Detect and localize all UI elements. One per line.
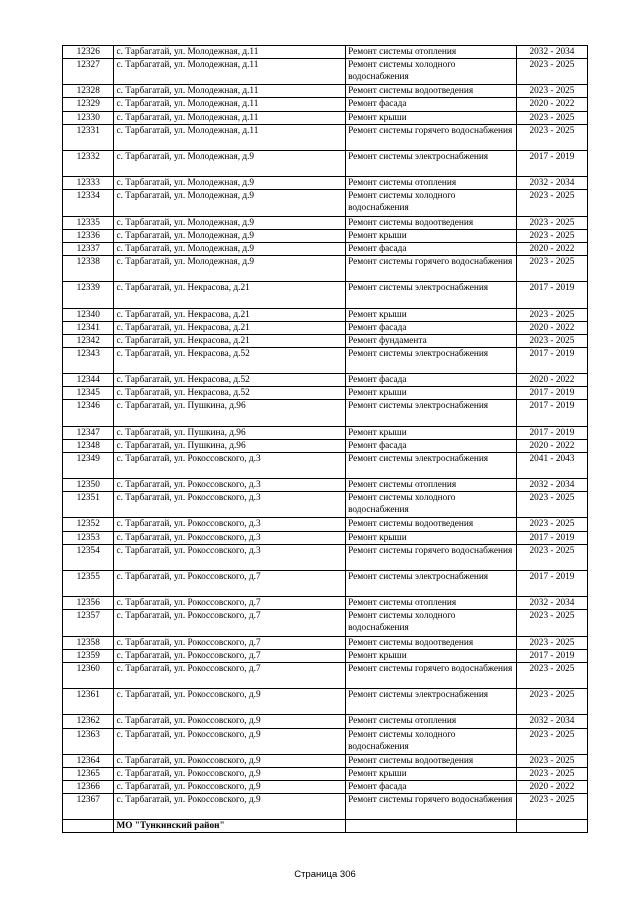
table-row bbox=[63, 374, 588, 387]
section-work-cell bbox=[346, 820, 517, 833]
row-address: с. Тарбагатай, ул. Рокоссовского, д.7 bbox=[114, 636, 346, 649]
row-period: 2020 - 2022 bbox=[516, 374, 587, 387]
row-work-type: Ремонт системы отопления bbox=[346, 46, 517, 59]
row-period: 2032 - 2034 bbox=[516, 177, 587, 190]
row-address: с. Тарбагатай, ул. Некрасова, д.21 bbox=[114, 282, 346, 308]
row-address: с. Тарбагатай, ул. Рокоссовского, д.7 bbox=[114, 610, 346, 636]
row-number: 12354 bbox=[63, 544, 114, 570]
row-period: 2020 - 2022 bbox=[516, 439, 587, 452]
row-period: 2017 - 2019 bbox=[516, 282, 587, 308]
row-number: 12344 bbox=[63, 374, 114, 387]
row-number: 12345 bbox=[63, 387, 114, 400]
row-work-type: Ремонт фасада bbox=[346, 781, 517, 794]
row-number: 12341 bbox=[63, 321, 114, 334]
table-row bbox=[63, 531, 588, 544]
row-address: с. Тарбагатай, ул. Молодежная, д.11 bbox=[114, 59, 346, 85]
row-period: 2023 - 2025 bbox=[516, 689, 587, 715]
row-number: 12360 bbox=[63, 662, 114, 688]
row-number: 12340 bbox=[63, 308, 114, 321]
table-row bbox=[63, 321, 588, 334]
table-row bbox=[63, 229, 588, 242]
table-row bbox=[63, 689, 588, 715]
row-work-type: Ремонт системы электроснабжения bbox=[346, 689, 517, 715]
row-work-type: Ремонт крыши bbox=[346, 649, 517, 662]
row-work-type: Ремонт системы холодного водоснабжения bbox=[346, 610, 517, 636]
row-number: 12342 bbox=[63, 334, 114, 347]
row-number: 12349 bbox=[63, 452, 114, 478]
row-address: с. Тарбагатай, ул. Рокоссовского, д.9 bbox=[114, 754, 346, 767]
row-number: 12337 bbox=[63, 242, 114, 255]
row-period: 2020 - 2022 bbox=[516, 321, 587, 334]
row-number: 12362 bbox=[63, 715, 114, 728]
table-row bbox=[63, 426, 588, 439]
table-row bbox=[63, 282, 588, 308]
row-number: 12336 bbox=[63, 229, 114, 242]
row-work-type: Ремонт системы холодного водоснабжения bbox=[346, 59, 517, 85]
table-row bbox=[63, 190, 588, 216]
row-period: 2023 - 2025 bbox=[516, 124, 587, 150]
row-number: 12352 bbox=[63, 518, 114, 531]
row-period: 2017 - 2019 bbox=[516, 649, 587, 662]
row-work-type: Ремонт крыши bbox=[346, 387, 517, 400]
table-row bbox=[63, 308, 588, 321]
table-row bbox=[63, 570, 588, 596]
table-row bbox=[63, 610, 588, 636]
row-address: с. Тарбагатай, ул. Рокоссовского, д.3 bbox=[114, 492, 346, 518]
section-row bbox=[63, 820, 588, 833]
row-period: 2023 - 2025 bbox=[516, 767, 587, 780]
row-period: 2032 - 2034 bbox=[516, 479, 587, 492]
row-number: 12351 bbox=[63, 492, 114, 518]
row-address: с. Тарбагатай, ул. Рокоссовского, д.9 bbox=[114, 781, 346, 794]
row-number: 12330 bbox=[63, 111, 114, 124]
row-period: 2017 - 2019 bbox=[516, 570, 587, 596]
row-number: 12332 bbox=[63, 150, 114, 176]
row-period: 2017 - 2019 bbox=[516, 150, 587, 176]
row-work-type: Ремонт системы холодного водоснабжения bbox=[346, 492, 517, 518]
table-row bbox=[63, 544, 588, 570]
row-period: 2023 - 2025 bbox=[516, 85, 587, 98]
row-work-type: Ремонт системы холодного водоснабжения bbox=[346, 190, 517, 216]
row-work-type: Ремонт системы электроснабжения bbox=[346, 570, 517, 596]
row-work-type: Ремонт фасада bbox=[346, 242, 517, 255]
row-number: 12327 bbox=[63, 59, 114, 85]
row-address: с. Тарбагатай, ул. Рокоссовского, д.9 bbox=[114, 689, 346, 715]
row-address: с. Тарбагатай, ул. Рокоссовского, д.3 bbox=[114, 518, 346, 531]
row-work-type: Ремонт системы горячего водоснабжения bbox=[346, 544, 517, 570]
row-number: 12356 bbox=[63, 597, 114, 610]
row-work-type: Ремонт фасада bbox=[346, 374, 517, 387]
row-number: 12357 bbox=[63, 610, 114, 636]
row-work-type: Ремонт системы электроснабжения bbox=[346, 150, 517, 176]
row-address: с. Тарбагатай, ул. Некрасова, д.21 bbox=[114, 321, 346, 334]
table-row bbox=[63, 46, 588, 59]
row-number: 12350 bbox=[63, 479, 114, 492]
row-work-type: Ремонт крыши bbox=[346, 308, 517, 321]
table-row bbox=[63, 754, 588, 767]
row-address: с. Тарбагатай, ул. Рокоссовского, д.9 bbox=[114, 767, 346, 780]
row-period: 2020 - 2022 bbox=[516, 781, 587, 794]
row-period: 2017 - 2019 bbox=[516, 426, 587, 439]
row-period: 2020 - 2022 bbox=[516, 98, 587, 111]
row-address: с. Тарбагатай, ул. Некрасова, д.52 bbox=[114, 347, 346, 373]
row-period: 2041 - 2043 bbox=[516, 452, 587, 478]
row-number: 12339 bbox=[63, 282, 114, 308]
row-address: с. Тарбагатай, ул. Рокоссовского, д.3 bbox=[114, 479, 346, 492]
row-number: 12358 bbox=[63, 636, 114, 649]
row-work-type: Ремонт системы водоотведения bbox=[346, 518, 517, 531]
table-row bbox=[63, 781, 588, 794]
row-work-type: Ремонт системы горячего водоснабжения bbox=[346, 255, 517, 281]
row-address: с. Тарбагатай, ул. Молодежная, д.9 bbox=[114, 216, 346, 229]
row-period: 2023 - 2025 bbox=[516, 59, 587, 85]
row-period: 2023 - 2025 bbox=[516, 492, 587, 518]
row-address: с. Тарбагатай, ул. Молодежная, д.9 bbox=[114, 190, 346, 216]
row-period: 2023 - 2025 bbox=[516, 190, 587, 216]
table-row bbox=[63, 98, 588, 111]
row-period: 2032 - 2034 bbox=[516, 597, 587, 610]
row-work-type: Ремонт системы горячего водоснабжения bbox=[346, 794, 517, 820]
table-row bbox=[63, 150, 588, 176]
row-work-type: Ремонт крыши bbox=[346, 111, 517, 124]
row-work-type: Ремонт фундамента bbox=[346, 334, 517, 347]
table-row bbox=[63, 255, 588, 281]
row-work-type: Ремонт системы горячего водоснабжения bbox=[346, 124, 517, 150]
table-row bbox=[63, 439, 588, 452]
row-period: 2017 - 2019 bbox=[516, 531, 587, 544]
row-number: 12353 bbox=[63, 531, 114, 544]
row-address: с. Тарбагатай, ул. Молодежная, д.9 bbox=[114, 150, 346, 176]
row-number: 12355 bbox=[63, 570, 114, 596]
table-row bbox=[63, 387, 588, 400]
row-address: с. Тарбагатай, ул. Молодежная, д.11 bbox=[114, 98, 346, 111]
row-period: 2023 - 2025 bbox=[516, 334, 587, 347]
row-address: с. Тарбагатай, ул. Рокоссовского, д.3 bbox=[114, 531, 346, 544]
row-period: 2017 - 2019 bbox=[516, 387, 587, 400]
row-number: 12329 bbox=[63, 98, 114, 111]
row-address: с. Тарбагатай, ул. Молодежная, д.9 bbox=[114, 255, 346, 281]
row-number: 12367 bbox=[63, 794, 114, 820]
row-period: 2023 - 2025 bbox=[516, 794, 587, 820]
row-work-type: Ремонт системы водоотведения bbox=[346, 216, 517, 229]
row-number: 12364 bbox=[63, 754, 114, 767]
row-number: 12328 bbox=[63, 85, 114, 98]
row-period: 2023 - 2025 bbox=[516, 216, 587, 229]
row-work-type: Ремонт фасада bbox=[346, 98, 517, 111]
row-address: с. Тарбагатай, ул. Рокоссовского, д.7 bbox=[114, 649, 346, 662]
row-number: 12366 bbox=[63, 781, 114, 794]
row-number: 12346 bbox=[63, 400, 114, 426]
row-period: 2023 - 2025 bbox=[516, 518, 587, 531]
row-work-type: Ремонт системы водоотведения bbox=[346, 85, 517, 98]
row-period: 2020 - 2022 bbox=[516, 242, 587, 255]
row-work-type: Ремонт крыши bbox=[346, 229, 517, 242]
row-number: 12343 bbox=[63, 347, 114, 373]
row-address: с. Тарбагатай, ул. Молодежная, д.11 bbox=[114, 124, 346, 150]
row-work-type: Ремонт системы электроснабжения bbox=[346, 400, 517, 426]
table-row bbox=[63, 59, 588, 85]
row-address: с. Тарбагатай, ул. Рокоссовского, д.7 bbox=[114, 597, 346, 610]
table-row bbox=[63, 216, 588, 229]
row-number: 12347 bbox=[63, 426, 114, 439]
row-number: 12335 bbox=[63, 216, 114, 229]
row-period: 2023 - 2025 bbox=[516, 111, 587, 124]
row-address: с. Тарбагатай, ул. Пушкина, д.96 bbox=[114, 439, 346, 452]
row-period: 2023 - 2025 bbox=[516, 229, 587, 242]
table-row bbox=[63, 767, 588, 780]
row-address: с. Тарбагатай, ул. Рокоссовского, д.3 bbox=[114, 544, 346, 570]
row-period: 2023 - 2025 bbox=[516, 662, 587, 688]
row-period: 2023 - 2025 bbox=[516, 754, 587, 767]
row-work-type: Ремонт системы холодного водоснабжения bbox=[346, 728, 517, 754]
row-address: с. Тарбагатай, ул. Рокоссовского, д.9 bbox=[114, 715, 346, 728]
row-address: с. Тарбагатай, ул. Рокоссовского, д.9 bbox=[114, 794, 346, 820]
row-work-type: Ремонт системы отопления bbox=[346, 597, 517, 610]
row-work-type: Ремонт системы отопления bbox=[346, 177, 517, 190]
row-address: с. Тарбагатай, ул. Рокоссовского, д.7 bbox=[114, 570, 346, 596]
row-number: 12331 bbox=[63, 124, 114, 150]
table-row bbox=[63, 85, 588, 98]
row-period: 2023 - 2025 bbox=[516, 544, 587, 570]
row-address: с. Тарбагатай, ул. Молодежная, д.11 bbox=[114, 46, 346, 59]
table-row bbox=[63, 242, 588, 255]
page-number: Страница 306 bbox=[294, 869, 356, 880]
table-row bbox=[63, 597, 588, 610]
row-work-type: Ремонт системы электроснабжения bbox=[346, 452, 517, 478]
row-address: с. Тарбагатай, ул. Молодежная, д.9 bbox=[114, 229, 346, 242]
row-work-type: Ремонт крыши bbox=[346, 426, 517, 439]
row-address: с. Тарбагатай, ул. Некрасова, д.21 bbox=[114, 334, 346, 347]
row-address: с. Тарбагатай, ул. Молодежная, д.11 bbox=[114, 111, 346, 124]
row-period: 2023 - 2025 bbox=[516, 728, 587, 754]
row-work-type: Ремонт фасада bbox=[346, 439, 517, 452]
row-address: с. Тарбагатай, ул. Рокоссовского, д.7 bbox=[114, 662, 346, 688]
row-period: 2017 - 2019 bbox=[516, 400, 587, 426]
section-period-cell bbox=[516, 820, 587, 833]
row-period: 2023 - 2025 bbox=[516, 610, 587, 636]
table-row bbox=[63, 518, 588, 531]
row-number: 12361 bbox=[63, 689, 114, 715]
section-title: МО "Тункинский район" bbox=[114, 820, 346, 833]
row-number: 12363 bbox=[63, 728, 114, 754]
row-address: с. Тарбагатай, ул. Молодежная, д.11 bbox=[114, 85, 346, 98]
table-row bbox=[63, 177, 588, 190]
row-address: с. Тарбагатай, ул. Пушкина, д.96 bbox=[114, 400, 346, 426]
table-row bbox=[63, 728, 588, 754]
row-work-type: Ремонт фасада bbox=[346, 321, 517, 334]
row-address: с. Тарбагатай, ул. Молодежная, д.9 bbox=[114, 177, 346, 190]
section-num-cell bbox=[63, 820, 114, 833]
row-address: с. Тарбагатай, ул. Рокоссовского, д.9 bbox=[114, 728, 346, 754]
row-work-type: Ремонт системы водоотведения bbox=[346, 754, 517, 767]
row-number: 12348 bbox=[63, 439, 114, 452]
table-row bbox=[63, 662, 588, 688]
row-work-type: Ремонт крыши bbox=[346, 767, 517, 780]
row-address: с. Тарбагатай, ул. Пушкина, д.96 bbox=[114, 426, 346, 439]
table-row bbox=[63, 649, 588, 662]
works-table bbox=[62, 45, 588, 833]
works-table-body bbox=[63, 46, 588, 833]
row-work-type: Ремонт системы электроснабжения bbox=[346, 347, 517, 373]
table-row bbox=[63, 492, 588, 518]
row-work-type: Ремонт системы отопления bbox=[346, 479, 517, 492]
table-row bbox=[63, 124, 588, 150]
row-period: 2023 - 2025 bbox=[516, 636, 587, 649]
row-address: с. Тарбагатай, ул. Рокоссовского, д.3 bbox=[114, 452, 346, 478]
row-address: с. Тарбагатай, ул. Некрасова, д.52 bbox=[114, 387, 346, 400]
row-period: 2032 - 2034 bbox=[516, 715, 587, 728]
row-period: 2017 - 2019 bbox=[516, 347, 587, 373]
table-row bbox=[63, 715, 588, 728]
row-work-type: Ремонт системы отопления bbox=[346, 715, 517, 728]
row-work-type: Ремонт системы электроснабжения bbox=[346, 282, 517, 308]
row-number: 12338 bbox=[63, 255, 114, 281]
table-row bbox=[63, 794, 588, 820]
table-row bbox=[63, 479, 588, 492]
row-number: 12334 bbox=[63, 190, 114, 216]
row-address: с. Тарбагатай, ул. Молодежная, д.9 bbox=[114, 242, 346, 255]
table-row bbox=[63, 636, 588, 649]
row-period: 2023 - 2025 bbox=[516, 255, 587, 281]
table-row bbox=[63, 347, 588, 373]
row-number: 12326 bbox=[63, 46, 114, 59]
row-number: 12333 bbox=[63, 177, 114, 190]
table-row bbox=[63, 334, 588, 347]
table-row bbox=[63, 111, 588, 124]
row-work-type: Ремонт крыши bbox=[346, 531, 517, 544]
row-work-type: Ремонт системы водоотведения bbox=[346, 636, 517, 649]
row-address: с. Тарбагатай, ул. Некрасова, д.52 bbox=[114, 374, 346, 387]
row-number: 12359 bbox=[63, 649, 114, 662]
row-address: с. Тарбагатай, ул. Некрасова, д.21 bbox=[114, 308, 346, 321]
row-period: 2023 - 2025 bbox=[516, 308, 587, 321]
row-number: 12365 bbox=[63, 767, 114, 780]
table-row bbox=[63, 400, 588, 426]
row-work-type: Ремонт системы горячего водоснабжения bbox=[346, 662, 517, 688]
table-row bbox=[63, 452, 588, 478]
row-period: 2032 - 2034 bbox=[516, 46, 587, 59]
